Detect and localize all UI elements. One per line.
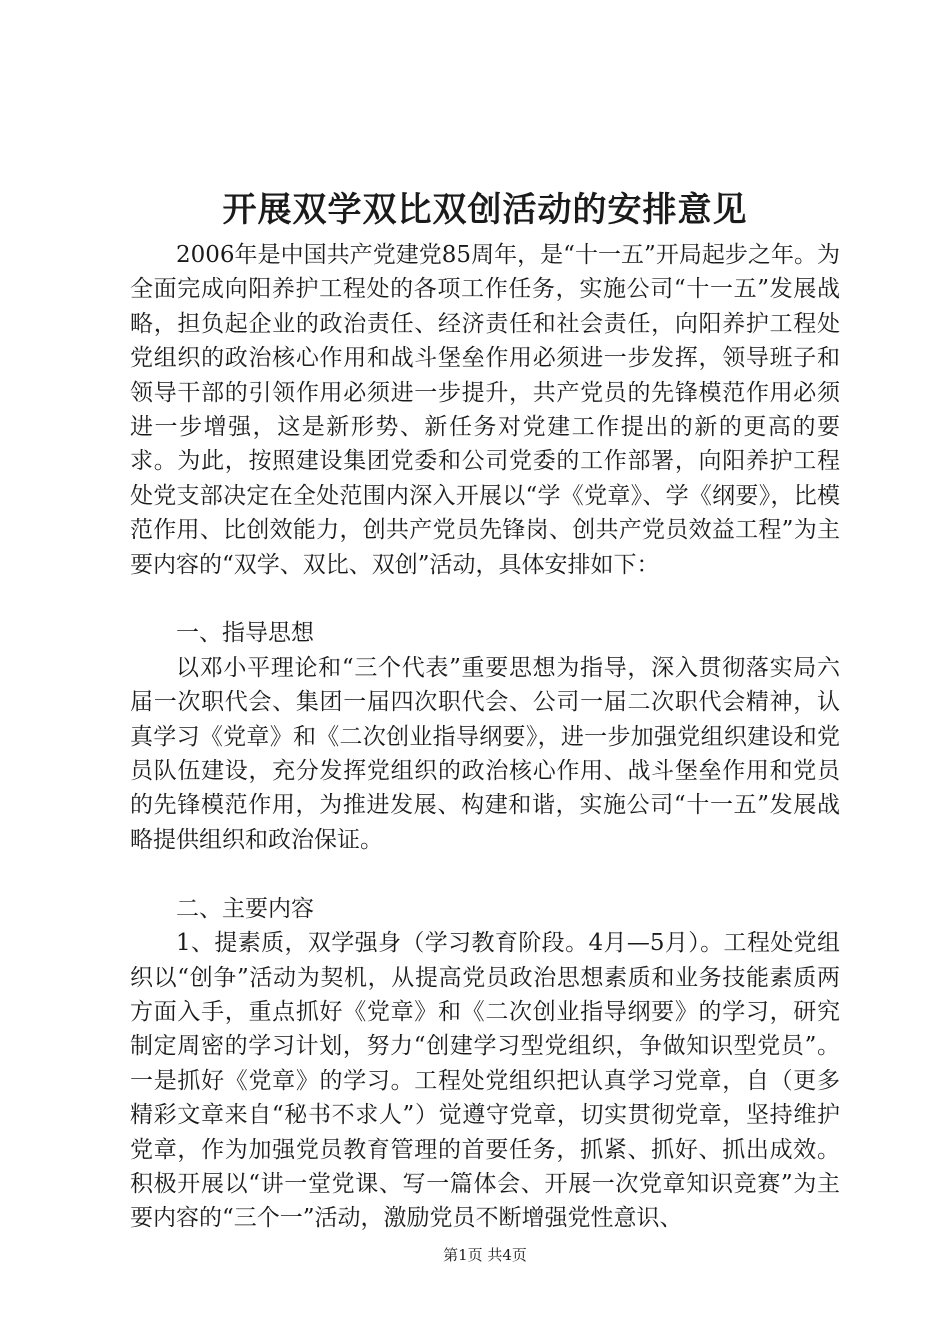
document-page (130, 0, 840, 1344)
page-footer: 第1页 共4页 (443, 1246, 527, 1264)
section-heading-main-content: 二、主要内容 (176, 895, 314, 922)
document-body (130, 238, 840, 1236)
intro-paragraph: 2006年是中国共产党建党85周年，是“十一五”开局起步之年。为全面完成向阳养护工程处的各项工作任务，实施公司“十一五”发展战略，担负起企业的政治责任、经济责任和社会责任，向阳养护工程处党组织的政治核心作用和战斗堡垒作用必须进一步发挥，领导班子和领导干部的引领作用必须进一步提升，共产党员的先锋模范作用必须进一步增强，这是新形势、新任务对党建工作提出的新的更高的要求。为此，按照建设集团党委和公司党委的工作部署，向阳养护工程处党支部决定在全处范围内深入开展以“学《党章》、学《纲要》，比模范作用、比创效能力，创共产党员先锋岗、创共产党员效益工程”为主要内容的“双学、双比、双创”活动，具体安排如下： (130, 242, 840, 578)
section-heading-guiding-ideology: 一、指导思想 (176, 620, 314, 647)
guiding-ideology-paragraph: 以邓小平理论和“三个代表”重要思想为指导，深入贯彻落实局六届一次职代会、集团一届四次职代会、公司一届二次职代会精神，认真学习《党章》和《二次创业指导纲要》，进一步加强党组织建设和党员队伍建设，充分发挥党组织的政治核心作用、战斗堡垒作用和党员的先锋模范作用，为推进发展、构建和谐，实施公司“十一五”发展战略提供组织和政治保证。 (130, 654, 840, 853)
page-title: 开展双学双比双创活动的安排意见 (222, 190, 748, 230)
main-content-paragraph: 1、提素质，双学强身（学习教育阶段。4月—5月）。工程处党组织以“创争”活动为契机，从提高党员政治思想素质和业务技能素质两方面入手，重点抓好《党章》和《二次创业指导纲要》的学习，研究制定周密的学习计划，努力“创建学习型党组织，争做知识型党员”。一是抓好《党章》的学习。工程处党组织把认真学习党章，自（更多精彩文章来自“秘书不求人”）觉遵守党章，切实贯彻党章，坚持维护党章，作为加强党员教育管理的首要任务，抓紧、抓好、抓出成效。积极开展以“讲一堂党课、写一篇体会、开展一次党章知识竞赛”为主要内容的“三个一”活动，激励党员不断增强党性意识、 (130, 930, 840, 1232)
